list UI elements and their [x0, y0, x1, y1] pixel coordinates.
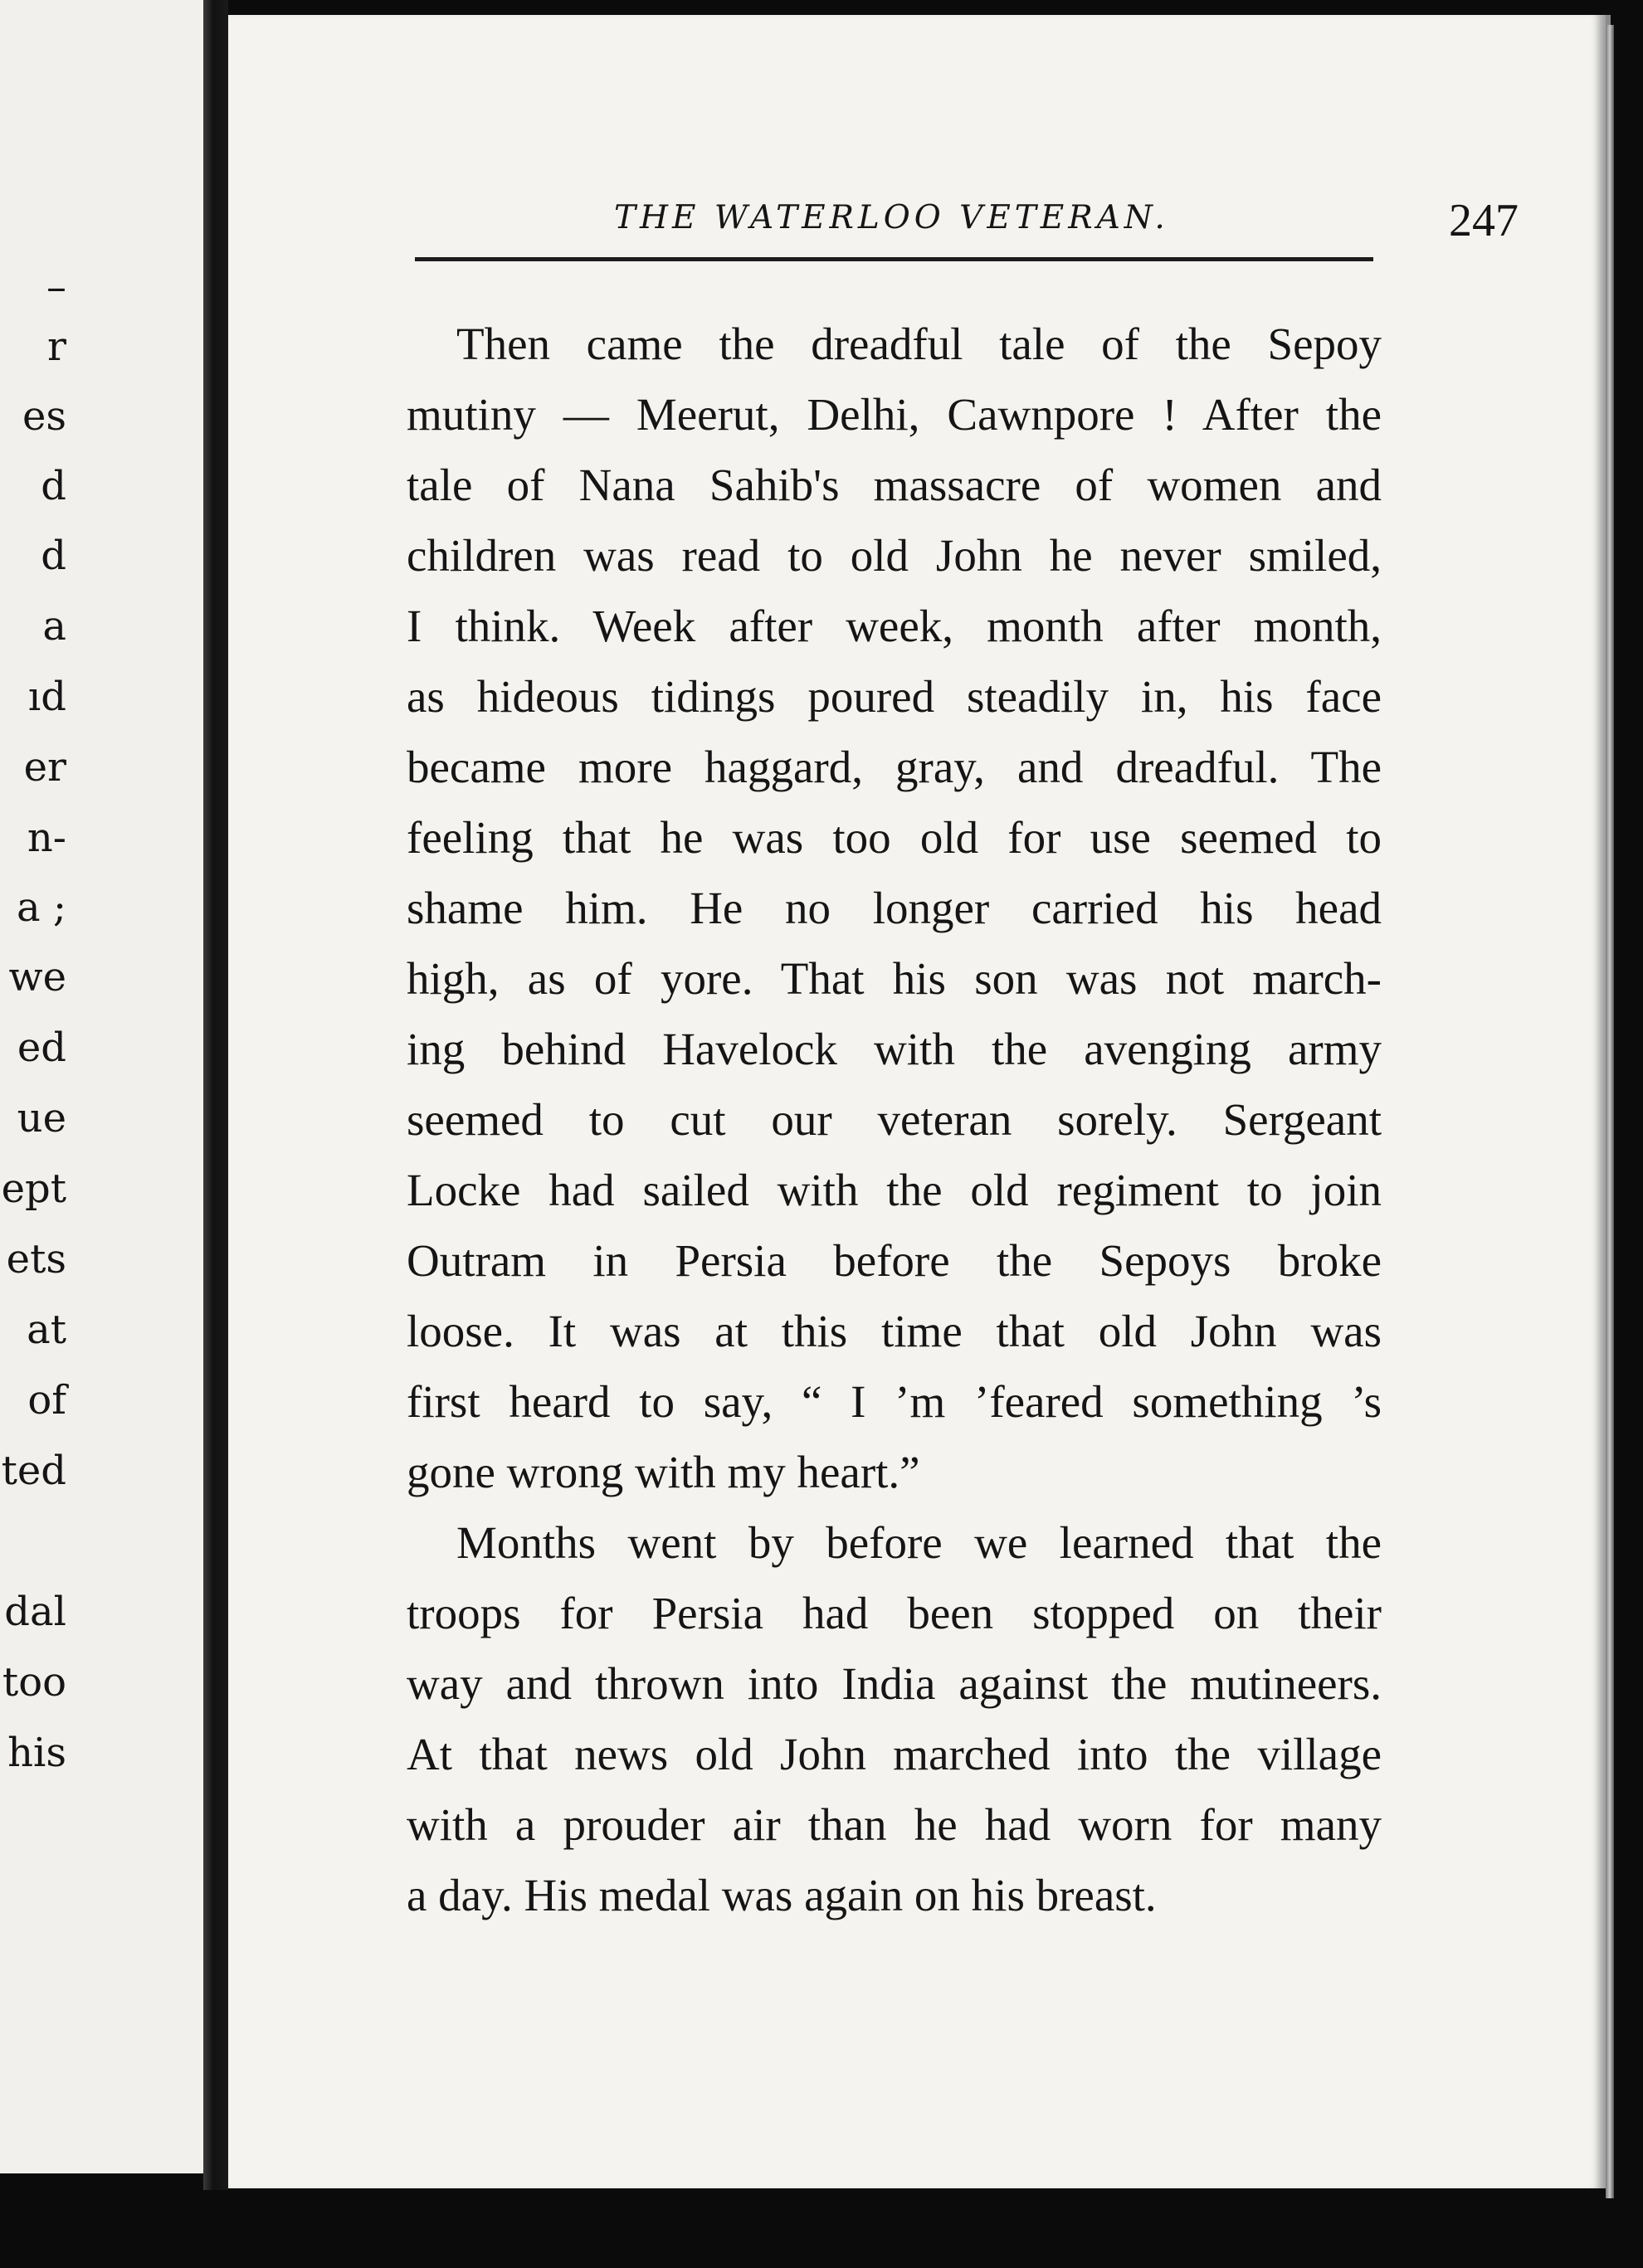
- book-gutter: [203, 0, 228, 2190]
- left-fragment: d: [41, 533, 66, 579]
- text-line: children was read to old John he never smiled,: [407, 530, 1382, 581]
- text-line: ing behind Havelock with the avenging army: [407, 1024, 1382, 1074]
- paragraph: [407, 1507, 1382, 1930]
- text-line: I think. Week after week, month after month,: [407, 601, 1382, 651]
- left-page-edge: [0, 0, 205, 2173]
- text-line: way and thrown into India against the mutineers.: [407, 1658, 1382, 1709]
- left-fragment: ept: [1, 1166, 66, 1212]
- left-fragment: ted: [1, 1448, 66, 1494]
- text-line: Locke had sailed with the old regiment to join: [407, 1165, 1382, 1215]
- page-edge: [1606, 25, 1614, 2198]
- left-fragment: at: [27, 1307, 66, 1353]
- left-fragment: a ;: [16, 884, 66, 931]
- paragraph: [407, 309, 1382, 1507]
- text-line: became more haggard, gray, and dreadful. The: [407, 742, 1382, 792]
- text-line: as hideous tidings poured steadily in, his face: [407, 671, 1382, 722]
- left-fragment: er: [23, 744, 66, 791]
- text-line: At that news old John marched into the village: [407, 1729, 1382, 1779]
- text-line: mutiny — Meerut, Delhi, Cawnpore ! After the: [407, 389, 1382, 440]
- text-line: a day. His medal was again on his breast.: [407, 1870, 1157, 1920]
- left-fragment: ed: [17, 1024, 66, 1071]
- page-header: [411, 183, 1597, 257]
- body-text: [407, 309, 1382, 1930]
- left-fragment: n-: [27, 815, 66, 861]
- text-line: shame him. He no longer carried his head: [407, 883, 1382, 933]
- left-fragment: –: [46, 264, 66, 310]
- text-line: troops for Persia had been stopped on their: [407, 1588, 1382, 1638]
- text-line: Outram in Persia before the Sepoys broke: [407, 1235, 1382, 1286]
- left-fragment: of: [27, 1377, 66, 1424]
- left-fragment: his: [7, 1730, 66, 1776]
- text-line: first heard to say, “ I ’m ’feared something ’s: [407, 1376, 1382, 1427]
- text-line: gone wrong with my heart.”: [407, 1447, 920, 1497]
- left-fragment: a: [42, 603, 66, 650]
- text-line: high, as of yore. That his son was not march-: [407, 953, 1382, 1004]
- left-fragment: r: [47, 324, 66, 370]
- text-line: Months went by before we learned that the: [456, 1517, 1382, 1568]
- page-number: 247: [1449, 195, 1519, 246]
- text-line: feeling that he was too old for use seemed to: [407, 812, 1382, 863]
- left-fragment: too: [2, 1659, 66, 1706]
- left-fragment: es: [22, 393, 66, 440]
- left-fragment: we: [8, 954, 66, 1000]
- text-line: with a prouder air than he had worn for many: [407, 1799, 1382, 1850]
- left-fragment: ue: [17, 1095, 66, 1141]
- left-fragment: dal: [4, 1589, 66, 1635]
- left-fragment: ets: [6, 1236, 66, 1282]
- text-line: tale of Nana Sahib's massacre of women and: [407, 460, 1382, 510]
- running-head: THE WATERLOO VETERAN.: [614, 199, 1169, 236]
- left-fragment: ıd: [27, 674, 66, 720]
- header-rule: [415, 257, 1373, 261]
- text-line: seemed to cut our veteran sorely. Sergeant: [407, 1094, 1382, 1145]
- text-line: Then came the dreadful tale of the Sepoy: [456, 319, 1382, 369]
- text-line: loose. It was at this time that old John was: [407, 1306, 1382, 1356]
- left-fragment: d: [41, 463, 66, 509]
